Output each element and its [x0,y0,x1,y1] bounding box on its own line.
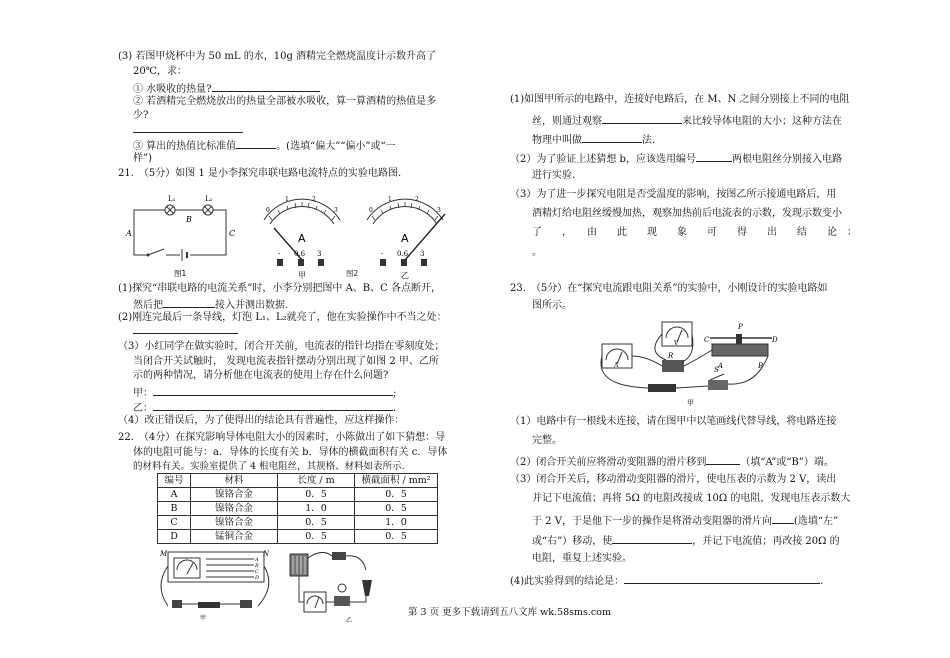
q23-p3-line2: 并记下电流值；再将 5Ω 的电阻改接成 10Ω 的电阻，发现电压表示数大 [532,493,851,504]
q20-3-item2-line2: 少? [133,110,149,121]
q23-line1: 23. （5分）在“探究电流跟电阻关系”的实验中，小刚设计的实验电路如 [510,283,828,294]
q23-p2: （2）闭合开关前应将滑动变阻器的滑片移到 （填“A”或“B”）端。 [510,453,834,470]
q20-3-item3-line1: ③ 算出的热值比标准值 。(选填“偏大”“偏小”或“一 [133,137,396,154]
q21-p3-line2: 当闭合开关试触时， 发现电流表指针摆动分别出现了如图 2 甲、乙所 [133,356,439,367]
answer-blank-line[interactable] [133,322,238,339]
answer-blank[interactable] [624,572,820,584]
fig1-caption: 图1 [174,269,187,278]
svg-text:B: B [255,563,259,569]
table-cell: 锰铜合金 [191,530,278,544]
svg-text:1: 1 [388,196,392,203]
answer-blank[interactable] [236,137,276,149]
q22-p3-line3: 了 ， 由 此 现 象 可 得 出 结 论 ： [532,227,857,238]
header-cell: 长度 / m [278,474,355,488]
q21-title: 21. （5分）如图 1 是小李探究串联电路电流特点的实验电路图. [118,168,402,179]
q22-line1: 22. （4分）在探究影响导体电阻大小的因素时，小陈做出了如下猜想：导 [118,432,446,443]
header-cell: 材料 [191,474,278,488]
svg-text:C: C [255,569,259,575]
answer-blank[interactable] [602,112,682,124]
q23-circuit-figure [596,316,791,408]
table-cell: A [158,488,191,502]
q23-p1-line2: 完整。 [532,435,562,446]
q20-3-item3-line2: 样”) [133,153,153,164]
table-cell: 镍铬合金 [191,516,278,530]
svg-text:0: 0 [369,207,373,214]
q23-p4: (4)此实验得到的结论是： . [510,572,823,589]
svg-text:3: 3 [317,250,322,258]
table-header-row [158,474,438,488]
label-a: A [126,229,132,238]
svg-text:A: A [718,362,724,370]
svg-text:S: S [714,366,719,374]
answer-blank[interactable] [772,512,794,524]
table-row [158,530,438,544]
q22-p1-line1: (1)如图甲所示的电路中，连接好电路后，在 M、N 之间分别接上不同的电阻 [510,94,850,105]
svg-text:B: B [758,362,764,370]
q22-p2-line2: 进行实验. [532,170,576,181]
q22-figure-yi [282,544,382,626]
q22-line3: 的材料有关。实验室提供了 4 根电阻丝，其规格、材料如表所示. [133,461,405,472]
table-cell: 1．0 [355,516,438,530]
meter-yi-caption: 乙 [401,271,409,280]
q21-circuit-figure [118,192,238,280]
q22-p3-line2: 酒精灯给电阻丝缓慢加热，观察加热前后电流表的示数，发现示数变小 [532,208,842,219]
table-cell: 镍铬合金 [191,502,278,516]
svg-text:D: D [772,336,778,344]
q22-line2: 体的电阻可能与：a．导体的长度有关 b．导体的横截面积有关 c．导体 [133,447,448,458]
label-c: C [229,229,236,238]
svg-text:N: N [263,550,270,558]
svg-text:0.6: 0.6 [397,250,409,258]
svg-text:A: A [298,232,306,245]
q21-p3-line1: （3）小红同学在做实验时，闭合开关前，电流表的指针均指在零刻度处； [118,341,445,352]
svg-text:R: R [668,352,674,360]
table-cell: 1．0 [278,502,355,516]
q20-3-item1: ① 水吸收的热量? [133,80,320,97]
header-cell: 横截面积 / mm² [355,474,438,488]
q22-p2-line1: （2）为了验证上述猜想 b，应该选用编号 两根电阻丝分别接入电路 [510,150,842,167]
table-cell: D [158,530,191,544]
q22-p3-line4: 。 [532,247,542,258]
ammeter-yi [355,190,455,282]
label-l2: L₂ [205,195,213,203]
svg-text:V: V [674,340,679,347]
answer-blank[interactable] [582,131,642,143]
q23-fig-caption: 甲 [687,399,694,407]
answer-blank[interactable] [696,150,732,162]
q21-p4: （4）改正错误后，为了使得出的结论具有普遍性，应这样操作： [118,415,405,426]
svg-text:2: 2 [415,196,419,203]
q22-figure-jia [154,546,274,624]
q21-p3-yi: 乙： . [133,399,396,416]
q20-3-intro-line1: (3) 若图甲烧杯中为 50 mL 的水，10g 酒精完全燃烧温度计示数升高了 [118,51,437,62]
q23-p3-line3: 于 2 V，于是他下一步的操作是将滑动变阻器的滑片向 (选填“左” [532,512,838,529]
table-cell: 0．5 [278,516,355,530]
table-cell: C [158,516,191,530]
svg-text:A: A [401,232,409,245]
q21-p1-line1: (1)探究“串联电路的电流关系”时，小李分别把图中 A、B、C 各点断开， [118,283,441,294]
svg-text:A: A [255,557,259,563]
answer-blank[interactable] [706,453,740,465]
svg-text:P: P [738,323,743,331]
answer-blank[interactable] [153,384,393,396]
svg-text:M: M [160,550,168,558]
svg-text:2: 2 [312,196,316,203]
q21-p1-line2: 然后把 接入并测出数据. [133,296,288,313]
meter-jia-caption: 甲 [298,271,306,280]
q20-3-item2-line1: ② 若酒精完全燃烧放出的热量全部被水吸收，算一算酒精的热值是多 [133,96,437,107]
label-b: B [186,215,192,224]
table-cell: 0．5 [355,488,438,502]
svg-text:A: A [614,362,619,369]
table-cell: 0．5 [278,530,355,544]
svg-text:D: D [255,575,260,581]
fig2-caption: 图2 [346,269,359,278]
table-cell: B [158,502,191,516]
table-row [158,516,438,530]
fig-jia-caption: 甲 [200,615,207,622]
answer-blank[interactable] [212,80,320,92]
q20-3-intro-line2: 20℃，求： [133,66,187,77]
table-row [158,488,438,502]
svg-text:3: 3 [437,207,441,214]
table-cell: 0．5 [355,530,438,544]
answer-blank[interactable] [153,399,393,411]
svg-text:C: C [704,336,710,344]
svg-text:1: 1 [285,196,289,203]
q23-p3-line4: 或“右”）移动，使 ，并记下电流值；再改接 20Ω 的 [532,532,840,549]
fig-yi-caption: 乙 [346,617,353,624]
q23-p3-line1: （3）闭合开关后，移动滑动变阻器的滑片，使电压表的示数为 2 V，读出 [510,474,837,485]
svg-text:-: - [381,250,384,258]
q23-p3-line5: 电阻，重复上述实验。 [532,553,632,564]
answer-blank[interactable] [163,296,215,308]
table-cell: 0．5 [355,502,438,516]
table-cell: 镍铬合金 [191,488,278,502]
svg-text:3: 3 [420,250,425,258]
svg-text:3: 3 [334,207,338,214]
q22-p1-line2: 丝，则通过观察 来比较导体电阻的大小；这种方法在 [532,112,842,129]
q21-p3-line3: 示的两种情况，请分析他在电流表的使用上存在什么问题? [133,370,389,381]
label-l1: L₁ [168,195,176,203]
answer-blank-line[interactable] [133,121,243,138]
answer-blank[interactable] [612,532,692,544]
table-cell: 0．5 [278,488,355,502]
svg-text:0.6: 0.6 [294,250,306,258]
resistance-wire-table [157,473,438,544]
q21-p2: (2)刚连完最后一条导线，灯泡 L₁、L₂就亮了，他在实验操作中不当之处： [118,312,447,323]
q22-p3-line1: （3）为了进一步探究电阻是否受温度的影响，按图乙所示接通电路后，用 [510,189,837,200]
q23-line2: 图所示。 [532,300,572,311]
q22-p1-line3: 物理中叫做 法. [532,131,655,148]
page-footer: 第 3 页 更多下载请到五八文库 wk.58sms.com [408,607,611,618]
svg-text:-: - [278,250,281,258]
q23-p1-line1: （1）电路中有一根线未连接，请在图甲中以笔画线代替导线，将电路连接 [510,416,837,427]
svg-text:0: 0 [266,207,270,214]
ammeter-jia [252,190,352,282]
q21-p3-jia: 甲： ; [133,384,396,401]
header-cell: 编号 [158,474,191,488]
table-row [158,502,438,516]
